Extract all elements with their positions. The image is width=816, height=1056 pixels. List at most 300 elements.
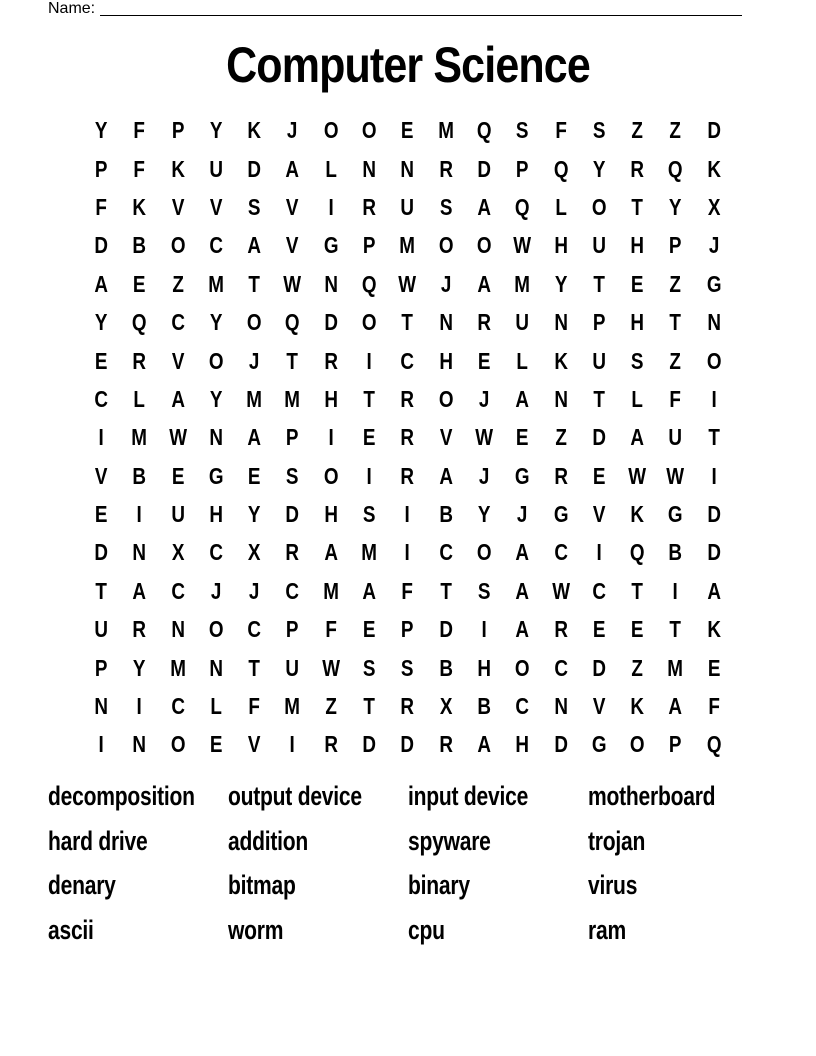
grid-letter: U — [94, 616, 108, 643]
grid-letter: N — [324, 270, 338, 297]
grid-letter: I — [328, 424, 334, 451]
grid-letter: Q — [515, 193, 530, 220]
grid-letter: K — [247, 117, 262, 144]
grid-letter: M — [246, 385, 263, 412]
grid-letter: T — [363, 385, 375, 412]
grid-letter: F — [401, 577, 414, 604]
grid-letter: E — [707, 654, 721, 681]
grid-letter: F — [133, 155, 146, 182]
grid-letter: Y — [94, 117, 108, 144]
grid-letter: J — [210, 577, 222, 604]
grid-letter: A — [285, 155, 300, 182]
grid-letter: A — [362, 577, 377, 604]
grid-letter: D — [94, 232, 108, 259]
page-title: Computer Science — [226, 37, 590, 93]
grid-letter: O — [208, 616, 224, 643]
grid-letter: R — [438, 155, 453, 182]
grid-letter: J — [249, 347, 260, 374]
grid-letter: O — [438, 232, 454, 259]
word-list-item: addition — [228, 825, 309, 856]
grid-letter: H — [515, 731, 530, 758]
grid-letter: T — [248, 270, 261, 297]
grid-letter: E — [631, 270, 644, 297]
grid-letter: D — [362, 731, 377, 758]
word-list-item: ascii — [48, 914, 94, 945]
grid-letter: R — [400, 424, 415, 451]
grid-letter: P — [362, 232, 376, 259]
grid-letter: O — [361, 117, 377, 144]
grid-letter: N — [362, 155, 377, 182]
grid-letter: C — [285, 577, 300, 604]
grid-letter: C — [247, 616, 262, 643]
grid-letter: U — [285, 654, 300, 681]
grid-row — [82, 341, 733, 379]
word-list-item: bitmap — [228, 870, 296, 900]
word-list-item: ram — [588, 914, 626, 945]
grid-letter: Y — [669, 193, 682, 220]
grid-letter: H — [630, 232, 645, 259]
grid-letter: T — [440, 577, 452, 604]
grid-letter: J — [440, 270, 452, 297]
grid-letter: R — [553, 616, 568, 643]
grid-letter: D — [94, 539, 108, 566]
grid-letter: O — [170, 731, 186, 758]
grid-letter: W — [283, 270, 302, 297]
grid-letter: G — [668, 501, 683, 528]
grid-letter: M — [208, 270, 224, 297]
grid-letter: M — [667, 654, 684, 681]
grid-letter: A — [630, 424, 645, 451]
grid-letter: T — [593, 385, 605, 412]
grid-row — [82, 687, 733, 725]
grid-letter: T — [669, 309, 682, 336]
grid-letter: E — [248, 462, 261, 489]
grid-letter: B — [132, 232, 147, 259]
grid-letter: Q — [706, 731, 722, 758]
grid-letter: I — [366, 462, 372, 489]
grid-letter: M — [284, 385, 301, 412]
grid-letter: Y — [554, 270, 567, 297]
grid-letter: Q — [476, 117, 492, 144]
grid-letter: J — [517, 501, 528, 528]
grid-letter: I — [596, 539, 602, 566]
grid-letter: A — [515, 539, 530, 566]
grid-letter: G — [515, 462, 530, 489]
grid-row — [82, 188, 733, 226]
grid-letter: T — [631, 577, 644, 604]
grid-letter: V — [286, 193, 299, 220]
grid-letter: Q — [553, 155, 569, 182]
grid-letter: S — [401, 654, 414, 681]
grid-letter: I — [328, 193, 334, 220]
grid-letter: A — [515, 616, 530, 643]
grid-letter: M — [361, 539, 378, 566]
grid-row — [82, 457, 733, 495]
grid-letter: Y — [248, 501, 261, 528]
grid-letter: V — [171, 347, 185, 374]
grid-letter: V — [592, 501, 606, 528]
grid-letter: P — [171, 117, 185, 144]
grid-letter: C — [515, 693, 530, 720]
grid-letter: H — [209, 501, 223, 528]
grid-letter: A — [247, 424, 262, 451]
grid-letter: I — [366, 347, 372, 374]
grid-letter: K — [553, 347, 568, 374]
grid-letter: P — [286, 424, 299, 451]
grid-letter: L — [210, 693, 222, 720]
grid-letter: S — [592, 117, 606, 144]
word-list-item: binary — [408, 870, 470, 900]
grid-letter: P — [592, 309, 606, 336]
grid-letter: R — [400, 385, 415, 412]
grid-letter: R — [553, 462, 568, 489]
grid-letter: C — [170, 577, 185, 604]
grid-letter: I — [711, 462, 717, 489]
grid-letter: X — [248, 539, 261, 566]
grid-letter: V — [94, 462, 108, 489]
grid-letter: V — [592, 693, 606, 720]
grid-letter: K — [132, 193, 147, 220]
grid-letter: C — [553, 654, 568, 681]
grid-letter: D — [438, 616, 453, 643]
grid-letter: O — [706, 347, 722, 374]
grid-letter: K — [707, 155, 721, 182]
grid-letter: C — [592, 577, 606, 604]
grid-letter: M — [514, 270, 531, 297]
grid-letter: B — [132, 462, 147, 489]
grid-letter: C — [209, 232, 223, 259]
grid-letter: E — [592, 616, 606, 643]
grid-letter: I — [711, 385, 717, 412]
grid-letter: Y — [209, 117, 223, 144]
name-field — [48, 0, 742, 18]
grid-letter: F — [708, 693, 720, 720]
grid-letter: Y — [592, 155, 606, 182]
grid-letter: R — [362, 193, 377, 220]
grid-letter: U — [400, 193, 415, 220]
grid-letter: C — [553, 539, 568, 566]
grid-row — [82, 495, 733, 533]
grid-letter: G — [323, 232, 339, 259]
grid-letter: B — [668, 539, 683, 566]
grid-letter: N — [438, 309, 453, 336]
grid-letter: O — [323, 117, 339, 144]
grid-letter: L — [516, 347, 529, 374]
grid-letter: E — [362, 616, 376, 643]
grid-letter: W — [551, 577, 570, 604]
grid-letter: N — [132, 539, 147, 566]
grid-letter: R — [477, 309, 491, 336]
grid-letter: B — [438, 654, 453, 681]
grid-letter: W — [322, 654, 340, 681]
name-underline — [100, 14, 742, 16]
grid-letter: B — [438, 501, 453, 528]
grid-letter: D — [707, 117, 721, 144]
grid-letter: O — [323, 462, 339, 489]
grid-letter: T — [286, 347, 299, 374]
grid-letter: H — [630, 309, 645, 336]
grid-letter: O — [170, 232, 186, 259]
grid-letter: E — [209, 731, 223, 758]
grid-letter: F — [554, 117, 567, 144]
grid-letter: H — [438, 347, 453, 374]
grid-letter: N — [170, 616, 185, 643]
grid-letter: D — [553, 731, 568, 758]
grid-letter: A — [477, 193, 491, 220]
grid-letter: Z — [554, 424, 567, 451]
grid-letter: E — [516, 424, 529, 451]
grid-letter: H — [553, 232, 568, 259]
grid-letter: W — [628, 462, 647, 489]
grid-letter: G — [591, 731, 607, 758]
grid-letter: S — [248, 193, 261, 220]
grid-row — [82, 265, 733, 303]
grid-row — [82, 610, 733, 648]
grid-letter: B — [477, 693, 491, 720]
grid-letter: R — [324, 731, 338, 758]
grid-letter: N — [209, 424, 223, 451]
grid-letter: S — [286, 462, 299, 489]
grid-letter: S — [362, 654, 376, 681]
grid-letter: A — [170, 385, 185, 412]
grid-letter: D — [247, 155, 262, 182]
grid-letter: Q — [668, 155, 683, 182]
grid-row — [82, 572, 733, 610]
grid-letter: N — [94, 693, 108, 720]
grid-letter: A — [132, 577, 147, 604]
grid-letter: J — [249, 577, 260, 604]
grid-letter: R — [132, 616, 147, 643]
grid-letter: Q — [132, 309, 147, 336]
grid-row — [82, 380, 733, 418]
grid-row — [82, 226, 733, 264]
grid-letter: K — [170, 155, 185, 182]
grid-letter: T — [95, 577, 107, 604]
grid-letter: Y — [94, 309, 108, 336]
grid-letter: M — [169, 654, 186, 681]
grid-letter: J — [478, 385, 490, 412]
grid-letter: A — [668, 693, 683, 720]
grid-letter: T — [631, 193, 644, 220]
grid-letter: N — [707, 309, 721, 336]
grid-row — [82, 111, 733, 149]
grid-letter: Z — [669, 347, 682, 374]
grid-letter: M — [131, 424, 148, 451]
word-list-item: cpu — [408, 914, 445, 945]
grid-letter: N — [553, 693, 568, 720]
grid-letter: F — [325, 616, 337, 643]
grid-letter: U — [515, 309, 530, 336]
grid-letter: M — [323, 577, 339, 604]
grid-letter: P — [669, 731, 682, 758]
grid-letter: G — [706, 270, 722, 297]
grid-row — [82, 725, 733, 763]
grid-letter: R — [285, 539, 300, 566]
grid-letter: S — [477, 577, 491, 604]
grid-letter: U — [209, 155, 223, 182]
grid-letter: Q — [285, 309, 300, 336]
grid-letter: I — [404, 501, 411, 528]
grid-letter: O — [361, 309, 377, 336]
grid-letter: N — [209, 654, 223, 681]
grid-letter: T — [669, 616, 682, 643]
word-list-item: decomposition — [48, 781, 195, 811]
grid-letter: V — [171, 193, 185, 220]
grid-letter: X — [707, 193, 721, 220]
grid-letter: D — [592, 654, 606, 681]
grid-letter: R — [324, 347, 338, 374]
grid-letter: N — [553, 309, 568, 336]
grid-letter: Z — [669, 270, 682, 297]
word-list-item: motherboard — [588, 781, 716, 811]
grid-letter: Z — [325, 693, 337, 720]
grid-letter: Z — [631, 654, 644, 681]
grid-letter: V — [439, 424, 453, 451]
grid-letter: F — [669, 385, 682, 412]
word-list-item: worm — [228, 914, 284, 945]
grid-letter: E — [401, 117, 414, 144]
grid-letter: I — [136, 501, 143, 528]
grid-letter: T — [708, 424, 720, 451]
grid-letter: H — [324, 385, 338, 412]
grid-letter: X — [439, 693, 453, 720]
grid-letter: N — [553, 385, 568, 412]
grid-letter: N — [400, 155, 415, 182]
grid-row — [82, 418, 733, 456]
grid-letter: R — [630, 155, 645, 182]
grid-letter: D — [400, 731, 415, 758]
grid-letter: M — [437, 117, 454, 144]
grid-letter: P — [516, 155, 529, 182]
grid-letter: P — [401, 616, 414, 643]
grid-letter: Z — [171, 270, 184, 297]
grid-letter: O — [208, 347, 224, 374]
grid-letter: V — [209, 193, 223, 220]
grid-letter: C — [94, 385, 108, 412]
grid-letter: T — [363, 693, 375, 720]
grid-letter: D — [285, 501, 300, 528]
grid-letter: G — [553, 501, 569, 528]
grid-letter: V — [248, 731, 261, 758]
grid-letter: E — [94, 501, 108, 528]
grid-letter: A — [515, 385, 530, 412]
grid-letter: Y — [133, 654, 146, 681]
word-list-item: virus — [588, 870, 638, 900]
grid-letter: Y — [477, 501, 491, 528]
grid-letter: S — [631, 347, 644, 374]
grid-letter: F — [133, 117, 146, 144]
word-list-item: input device — [408, 781, 529, 811]
grid-letter: W — [398, 270, 417, 297]
grid-letter: I — [290, 731, 296, 758]
grid-letter: D — [707, 501, 721, 528]
grid-letter: C — [209, 539, 223, 566]
grid-letter: E — [171, 462, 185, 489]
grid-letter: P — [94, 654, 108, 681]
grid-letter: S — [516, 117, 529, 144]
grid-letter: Z — [631, 117, 644, 144]
grid-letter: K — [707, 616, 721, 643]
grid-letter: U — [592, 347, 606, 374]
word-list-item: denary — [48, 870, 116, 900]
grid-letter: I — [136, 693, 143, 720]
grid-letter: C — [170, 693, 185, 720]
grid-letter: E — [631, 616, 644, 643]
grid-letter: D — [477, 155, 491, 182]
grid-letter: O — [515, 654, 530, 681]
grid-letter: W — [513, 232, 532, 259]
grid-letter: C — [400, 347, 415, 374]
grid-letter: H — [324, 501, 338, 528]
grid-letter: O — [476, 232, 492, 259]
grid-letter: J — [287, 117, 298, 144]
grid-letter: F — [95, 193, 107, 220]
grid-letter: A — [707, 577, 721, 604]
grid-letter: U — [592, 232, 606, 259]
grid-row — [82, 533, 733, 571]
grid-letter: R — [438, 731, 453, 758]
grid-letter: E — [477, 347, 491, 374]
grid-letter: A — [477, 731, 491, 758]
grid-letter: A — [515, 577, 530, 604]
grid-letter: W — [168, 424, 187, 451]
grid-letter: T — [401, 309, 414, 336]
grid-letter: O — [438, 385, 454, 412]
grid-letter: I — [481, 616, 487, 643]
grid-letter: M — [284, 693, 301, 720]
grid-letter: R — [132, 347, 147, 374]
grid-letter: T — [593, 270, 605, 297]
grid-letter: C — [170, 309, 185, 336]
grid-letter: I — [98, 424, 104, 451]
grid-letter: L — [325, 155, 337, 182]
grid-letter: A — [438, 462, 453, 489]
grid-letter: V — [286, 232, 299, 259]
name-label: Name: — [48, 0, 96, 17]
grid-letter: L — [133, 385, 146, 412]
grid-letter: R — [400, 693, 415, 720]
grid-letter: W — [475, 424, 494, 451]
grid-letter: A — [94, 270, 108, 297]
grid-row — [82, 303, 733, 341]
grid-letter: O — [476, 539, 492, 566]
grid-letter: U — [668, 424, 683, 451]
grid-letter: L — [631, 385, 644, 412]
grid-letter: O — [247, 309, 262, 336]
grid-letter: I — [404, 539, 411, 566]
grid-letter: S — [362, 501, 376, 528]
grid-letter: X — [171, 539, 185, 566]
grid-letter: D — [592, 424, 606, 451]
grid-letter: K — [630, 501, 645, 528]
grid-letter: M — [399, 232, 416, 259]
grid-letter: U — [170, 501, 185, 528]
grid-letter: D — [324, 309, 338, 336]
word-list-item: output device — [228, 781, 362, 811]
grid-letter: J — [708, 232, 720, 259]
grid-letter: G — [208, 462, 224, 489]
grid-letter: O — [629, 731, 645, 758]
grid-letter: E — [362, 424, 376, 451]
grid-letter: J — [478, 462, 490, 489]
grid-letter: K — [630, 693, 645, 720]
grid-letter: I — [672, 577, 679, 604]
grid-letter: N — [132, 731, 147, 758]
grid-letter: C — [438, 539, 453, 566]
grid-letter: O — [591, 193, 607, 220]
grid-row — [82, 149, 733, 187]
grid-letter: R — [400, 462, 415, 489]
